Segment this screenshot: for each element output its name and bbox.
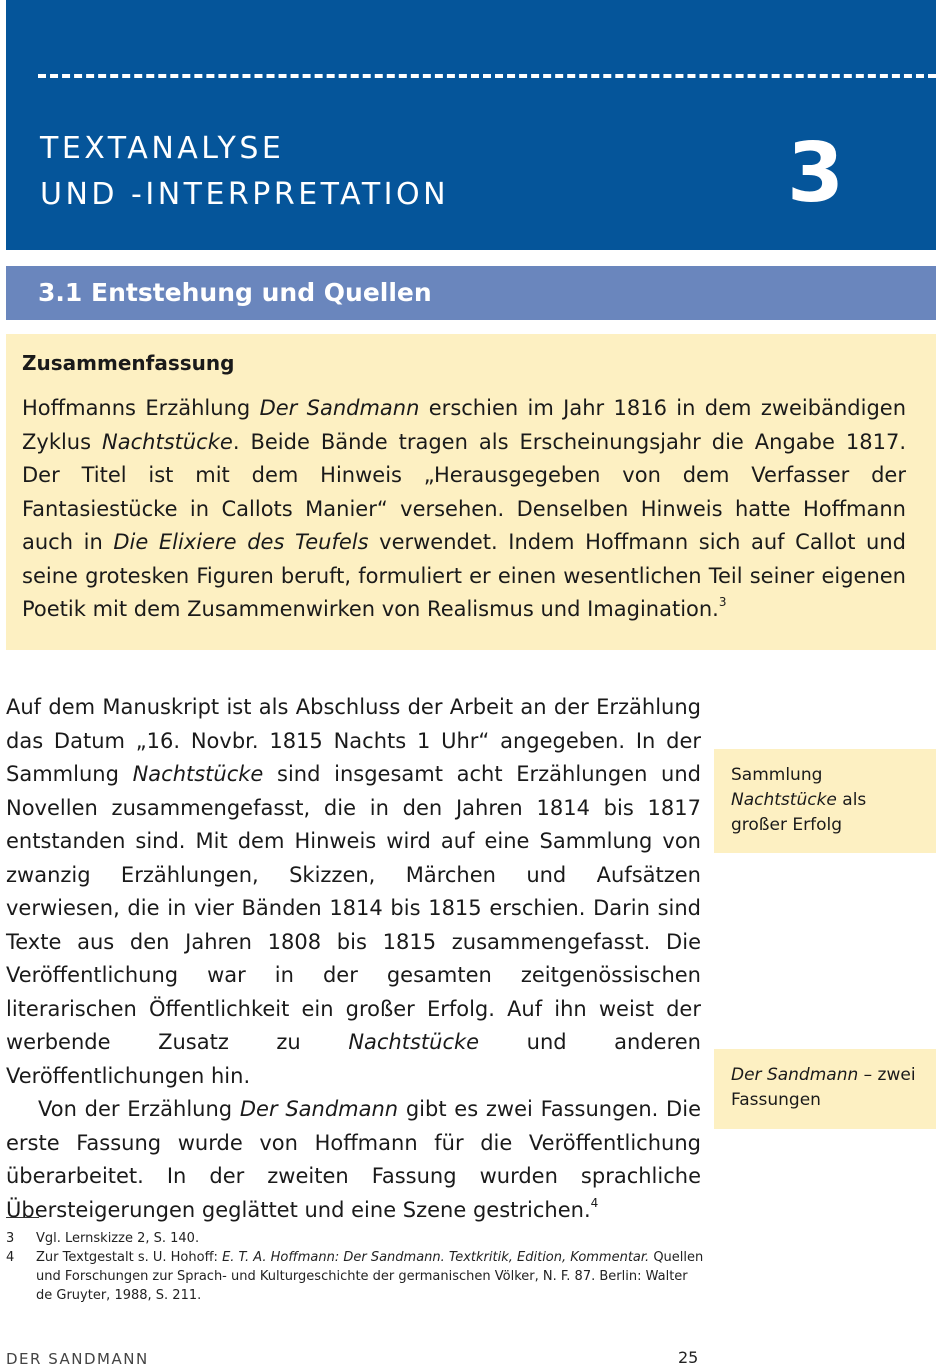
footnote-text: Vgl. Lernskizze 2, S. 140. — [36, 1231, 200, 1246]
summary-italic-title: Der Sandmann — [259, 396, 420, 420]
footnote-ref: 3 — [718, 595, 727, 609]
footer-book-title: DER SANDMANN — [6, 1350, 149, 1368]
page-number: 25 — [678, 1348, 699, 1367]
chapter-title-line-2: UND -INTERPRETATION — [40, 177, 450, 212]
chapter-banner — [6, 0, 936, 250]
chapter-title-line-1: TEXTANALYSE — [40, 131, 285, 166]
summary-text — [22, 392, 906, 627]
margin-note-text: Sammlung — [731, 765, 823, 785]
chapter-number: 3 — [786, 126, 844, 221]
footnote-text: Quellen und Forschungen zur Sprach- und Kulturgeschichte der germanischen Völker, N. F. 87. Berlin: Walter de Gruyter, 1988, S. 211. — [36, 1250, 704, 1303]
chapter-title — [40, 126, 449, 218]
footnote-italic: E. T. A. Hoffmann: Der Sandmann. Textkritik, Edition, Kommentar. — [222, 1250, 650, 1265]
body-italic-title: Nachtstücke — [348, 1030, 480, 1054]
body-paragraph-2 — [6, 1093, 701, 1227]
summary-text-part: Hoffmanns Erzählung — [22, 396, 260, 420]
footnote-number: 4 — [6, 1250, 15, 1265]
margin-note-text: als großer Erfolg — [731, 790, 867, 835]
body-text-part: Auf dem Manuskript ist als Abschluss der Arbeit an der Erzählung das Datum „16. Novbr. 1815 Nachts 1 Uhr“ angegeben. In der Sammlung — [6, 695, 701, 786]
section-title: 3.1 Entstehung und Quellen — [38, 278, 432, 307]
body-text-part: Von der Erzählung — [38, 1097, 240, 1121]
body-italic-title: Nachtstücke — [132, 762, 264, 786]
body-italic-title: Der Sandmann — [239, 1097, 399, 1121]
footnote-rule — [6, 1217, 39, 1218]
body-text-part: und anderen Veröffentlichungen hin. — [6, 1030, 701, 1088]
summary-box — [6, 334, 936, 650]
body-text — [6, 691, 701, 1227]
body-text-part: sind insgesamt acht Erzählungen und Novellen zusammengefasst, die in den Jahren 1814 bis 1817 entstanden sind. Mit dem Hinweis wird auf eine Sammlung von zwanzig Erzählungen, Skizzen, Märchen und Aufsätzen verwiesen, die in vier Bänden 1814 bis 1815 erschien. Darin sind Texte aus den Jahren 1808 bis 1815 zusammengefasst. Die Veröffentlichung war in der gesamten zeitgenössischen literarischen Öffentlichkeit ein großer Erfolg. Auf ihn weist der werbende Zusatz zu — [6, 762, 701, 1054]
margin-note-italic: Der Sandmann — [731, 1065, 859, 1085]
summary-italic-title: Die Elixiere des Teufels — [113, 530, 369, 554]
summary-heading: Zusammenfassung — [22, 351, 235, 375]
summary-text-part: . Beide Bände tragen als Erscheinungsjahr die Angabe 1817. Der Titel ist mit dem Hinweis „Herausgegeben von dem Verfasser der Fantasiestücke in Callots Manier“ versehen. Denselben Hinweis hatte Hoffmann auch in — [22, 429, 906, 554]
margin-note-italic: Nachtstücke — [731, 790, 837, 810]
footnote-ref: 4 — [590, 1195, 599, 1210]
body-paragraph-1 — [6, 691, 701, 1093]
footnotes — [6, 1229, 706, 1305]
footnote-number: 3 — [6, 1231, 15, 1246]
margin-note-fassungen — [714, 1049, 936, 1129]
section-bar — [6, 266, 936, 320]
margin-note-sammlung — [714, 749, 936, 853]
footnote-text: Zur Textgestalt s. U. Hohoff: — [36, 1250, 223, 1265]
summary-italic-title: Nachtstücke — [102, 429, 233, 454]
footnote-3 — [6, 1229, 706, 1248]
summary-text-part: erschien im Jahr 1816 in dem zweibändigen Zyklus — [22, 396, 906, 454]
dashed-divider — [38, 74, 936, 78]
body-text-part: gibt es zwei Fassungen. Die erste Fassung wurde von Hoffmann für die Veröffentlichung überarbeitet. In der zweiten Fassung wurden sprachliche Übersteigerungen geglättet und eine Szene gestrichen. — [6, 1097, 701, 1222]
summary-text-part: verwendet. Indem Hoffmann sich auf Callot und seine grotesken Figuren beruft, formuliert er einen wesentlichen Teil seiner eigenen Poetik mit dem Zusammenwirken von Realismus und Imagination. — [22, 530, 907, 621]
margin-note-text: – zwei Fassungen — [731, 1065, 916, 1110]
footnote-4 — [6, 1248, 706, 1305]
